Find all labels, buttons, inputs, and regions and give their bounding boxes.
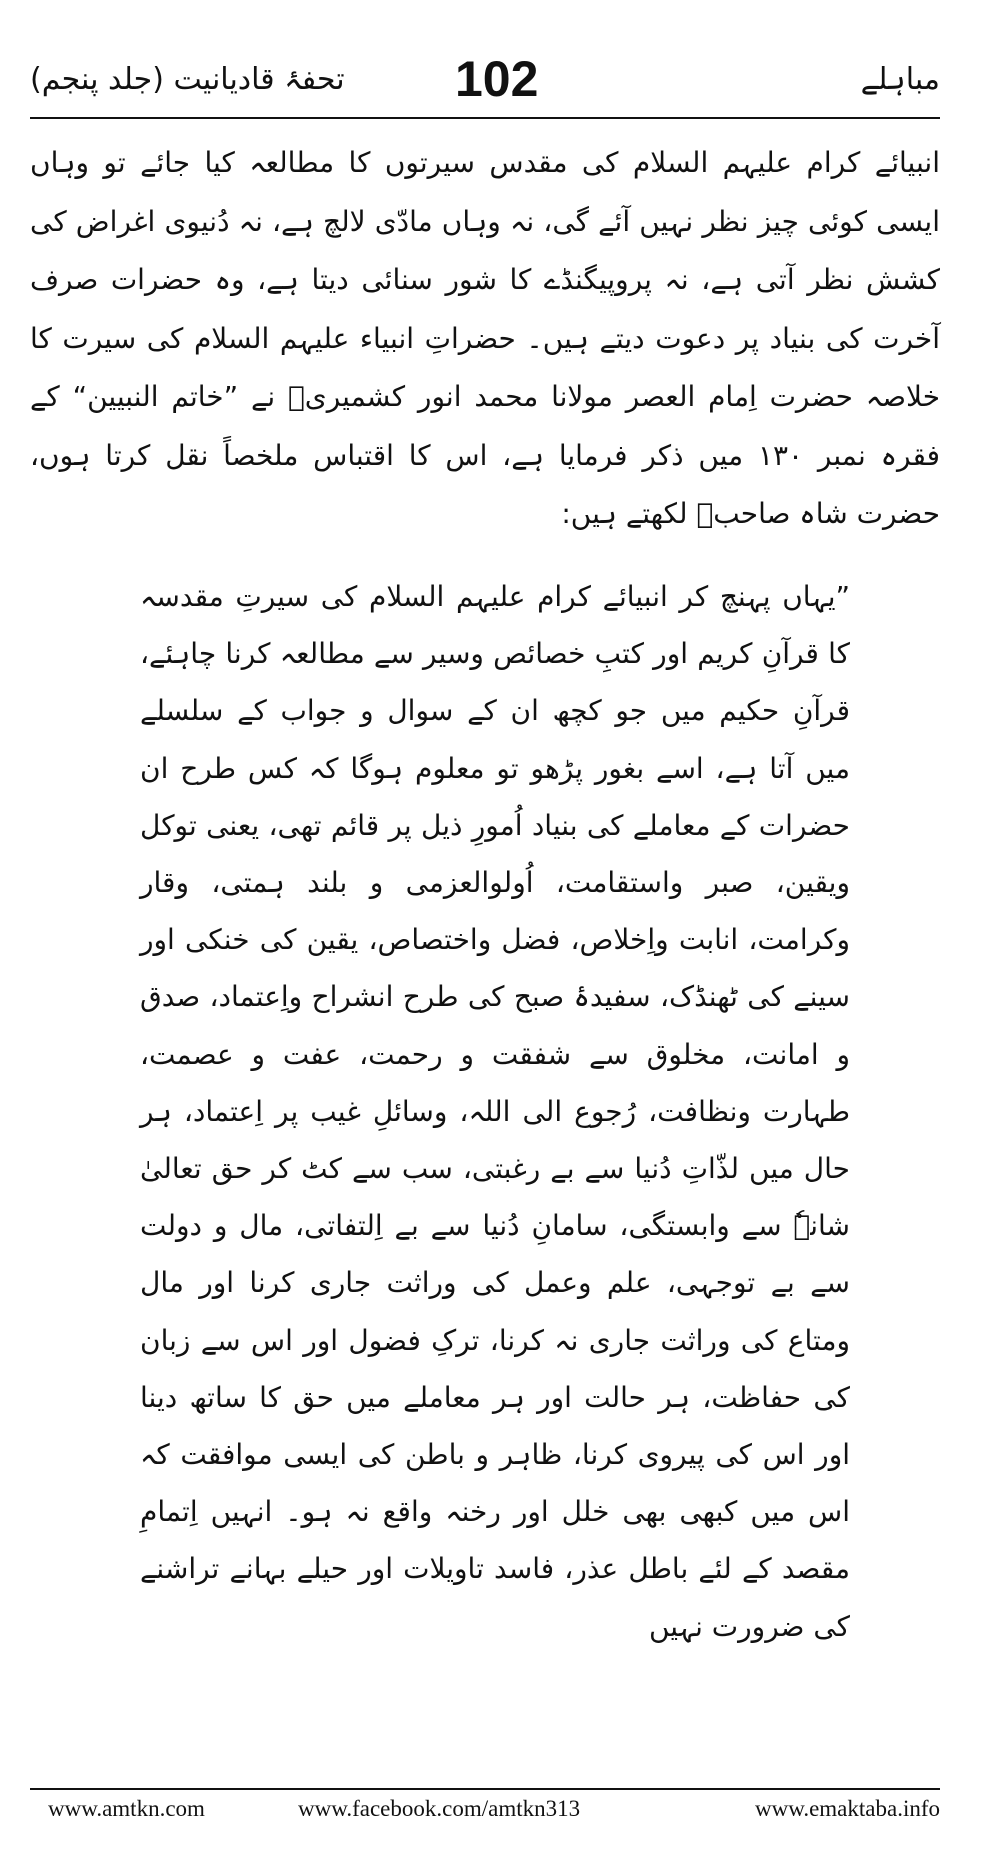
quote-paragraph: ”یہاں پہنچ کر انبیائے کرام علیہم السلام کی سیرتِ مقدسہ کا قرآنِ کریم اور کتبِ خصائص وسیر سے مطالعہ کرنا چاہئے، قرآنِ حکیم میں جو کچھ ان کے سوال و جواب کے سلسلے میں آتا ہے، اسے بغور پڑھو تو معلوم ہوگا کہ کس طرح ان حضرات کے معاملے کی بنیاد اُمورِ ذیل پر قائم تھی، یعنی توکل ویقین، صبر واستقامت، اُولوالعزمی و بلند ہمتی، وقار وکرامت، انابت واِخلاص، فضل واختصاص، یقین کی خنکی اور سینے کی ٹھنڈک، سفیدۂ صبح کی طرح انشراح واِعتماد، صدق و امانت، مخلوق سے شفقت و رحمت، عفت و عصمت، طہارت ونظافت، رُجوع الی اللہ، وسائلِ غیب پر اِعتماد، ہر حال میں لذّاتِ دُنیا سے بے رغبتی، سب سے کٹ کر حق تعالیٰ شانہٗ سے وابستگی، سامانِ دُنیا سے بے اِلتفاتی، مال و دولت سے بے توجہی، علم وعمل کی وراثت جاری کرنا اور مال ومتاع کی وراثت جاری نہ کرنا، ترکِ فضول اور اس سے زبان کی حفاظت، ہر حالت اور ہر معاملے میں حق کا ساتھ دینا اور اس کی پیروی کرنا، ظاہر و باطن کی ایسی موافقت کہ اس میں کبھی بھی خلل اور رخنہ واقع نہ ہو۔ انہیں اِتمامِ مقصد کے لئے باطل عذر، فاسد تاویلات اور حیلے بہانے تراشنے کی ضرورت نہیں (140, 580, 850, 1643)
body-paragraph: انبیائے کرام علیہم السلام کی مقدس سیرتوں کا مطالعہ کیا جائے تو وہاں ایسی کوئی چیز نظر نہیں آئے گی، نہ وہاں مادّی لالچ ہے، نہ دُنیوی اغراض کی کشش نظر آتی ہے، نہ پروپیگنڈے کا شور سنائی دیتا ہے، وہ حضرات صرف آخرت کی بنیاد پر دعوت دیتے ہیں۔ حضراتِ انبیاء علیہم السلام کی سیرت کا خلاصہ حضرت اِمام العصر مولانا محمد انور کشمیریؒ نے ”خاتم النبیین“ کے فقرہ نمبر ۱۳۰ میں ذکر فرمایا ہے، اس کا اقتباس ملخصاً نقل کرتا ہوں، حضرت شاہ صاحبؒ لکھتے ہیں: (30, 146, 940, 530)
book-title: تحفۂ قادیانیت (جلد پنجم) (30, 62, 345, 97)
page-header (30, 48, 940, 118)
footer-link-emaktaba[interactable]: www.emaktaba.info (755, 1796, 940, 1821)
block-quote (140, 568, 850, 1655)
main-text (30, 134, 940, 544)
footer-link-facebook[interactable]: www.facebook.com/amtkn313 (298, 1796, 581, 1821)
header-divider (30, 117, 940, 119)
footer-divider (30, 1788, 940, 1790)
page-footer (30, 1796, 940, 1826)
page-number: 102 (455, 51, 539, 107)
section-title: مباہلے (860, 62, 940, 97)
footer-link-amtkn[interactable]: www.amtkn.com (48, 1796, 205, 1821)
